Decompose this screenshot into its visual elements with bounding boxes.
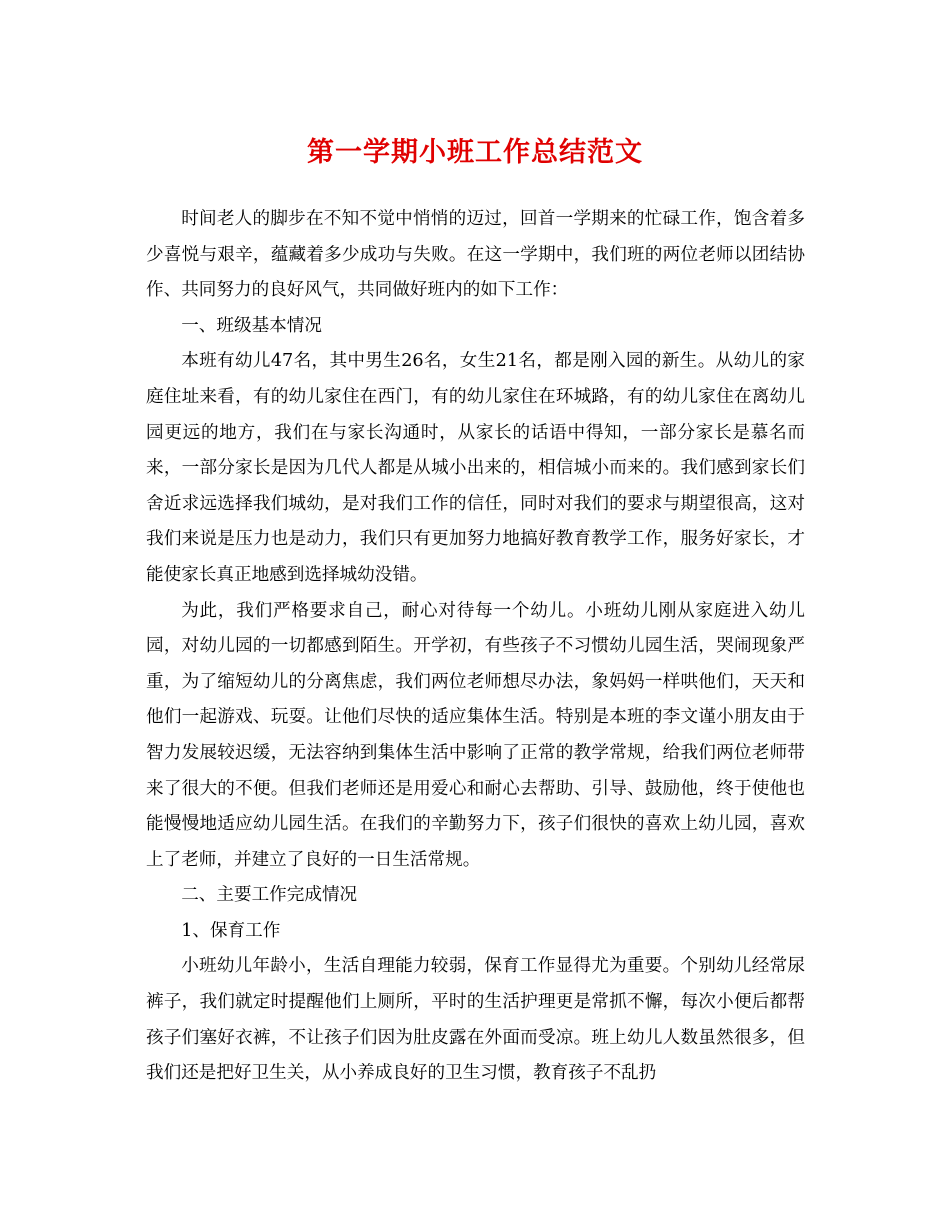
document-title: 第一学期小班工作总结范文 [307, 137, 643, 168]
paragraph-care-work: 小班幼儿年龄小，生活自理能力较弱，保育工作显得尤为重要。个别幼儿经常尿裤子，我们就定时提醒他们上厕所，平时的生活护理更是常抓不懈，每次小便后都帮孩子们塞好衣裤，不让孩子们因为肚皮露在外面而受凉。班上幼儿人数虽然很多，但我们还是把好卫生关，从小养成良好的卫生习惯，教育孩子不乱扔 [146, 956, 805, 1084]
section-heading-main-work: 二、主要工作完成情况 [181, 885, 358, 906]
paragraph-intro: 时间老人的脚步在不知不觉中悄悄的迈过，回首一学期来的忙碌工作，饱含着多少喜悦与艰辛，蕴藏着多少成功与失败。在这一学期中，我们班的两位老师以团结协作、共同努力的良好风气，共同做好班内的如下工作： [146, 209, 805, 301]
section-heading-class-info: 一、班级基本情况 [181, 315, 322, 336]
paragraph-class-info: 本班有幼儿47名，其中男生26名，女生21名，都是刚入园的新生。从幼儿的家庭住址来看，有的幼儿家住在西门，有的幼儿家住在环城路，有的幼儿家住在离幼儿园更远的地方，我们在与家长沟通时，从家长的话语中得知，一部分家长是慕名而来，一部分家长是因为几代人都是从城小出来的，相信城小而来的。我们感到家长们舍近求远选择我们城幼，是对我们工作的信任，同时对我们的要求与期望很高，这对我们来说是压力也是动力，我们只有更加努力地搞好教育教学工作，服务好家长，才能使家长真正地感到选择城幼没错。 [146, 351, 805, 585]
subsection-heading-care-work: 1、保育工作 [181, 920, 281, 941]
document-body [146, 202, 805, 1092]
paragraph-adaptation: 为此，我们严格要求自己，耐心对待每一个幼儿。小班幼儿刚从家庭进入幼儿园，对幼儿园的一切都感到陌生。开学初，有些孩子不习惯幼儿园生活，哭闹现象严重，为了缩短幼儿的分离焦虑，我们两位老师想尽办法，象妈妈一样哄他们，天天和他们一起游戏、玩耍。让他们尽快的适应集体生活。特别是本班的李文谨小朋友由于智力发展较迟缓，无法容纳到集体生活中影响了正常的教学常规，给我们两位老师带来了很大的不便。但我们老师还是用爱心和耐心去帮助、引导、鼓励他，终于使他也能慢慢地适应幼儿园生活。在我们的辛勤努力下，孩子们很快的喜欢上幼儿园，喜欢上了老师，并建立了良好的一日生活常规。 [146, 600, 805, 870]
